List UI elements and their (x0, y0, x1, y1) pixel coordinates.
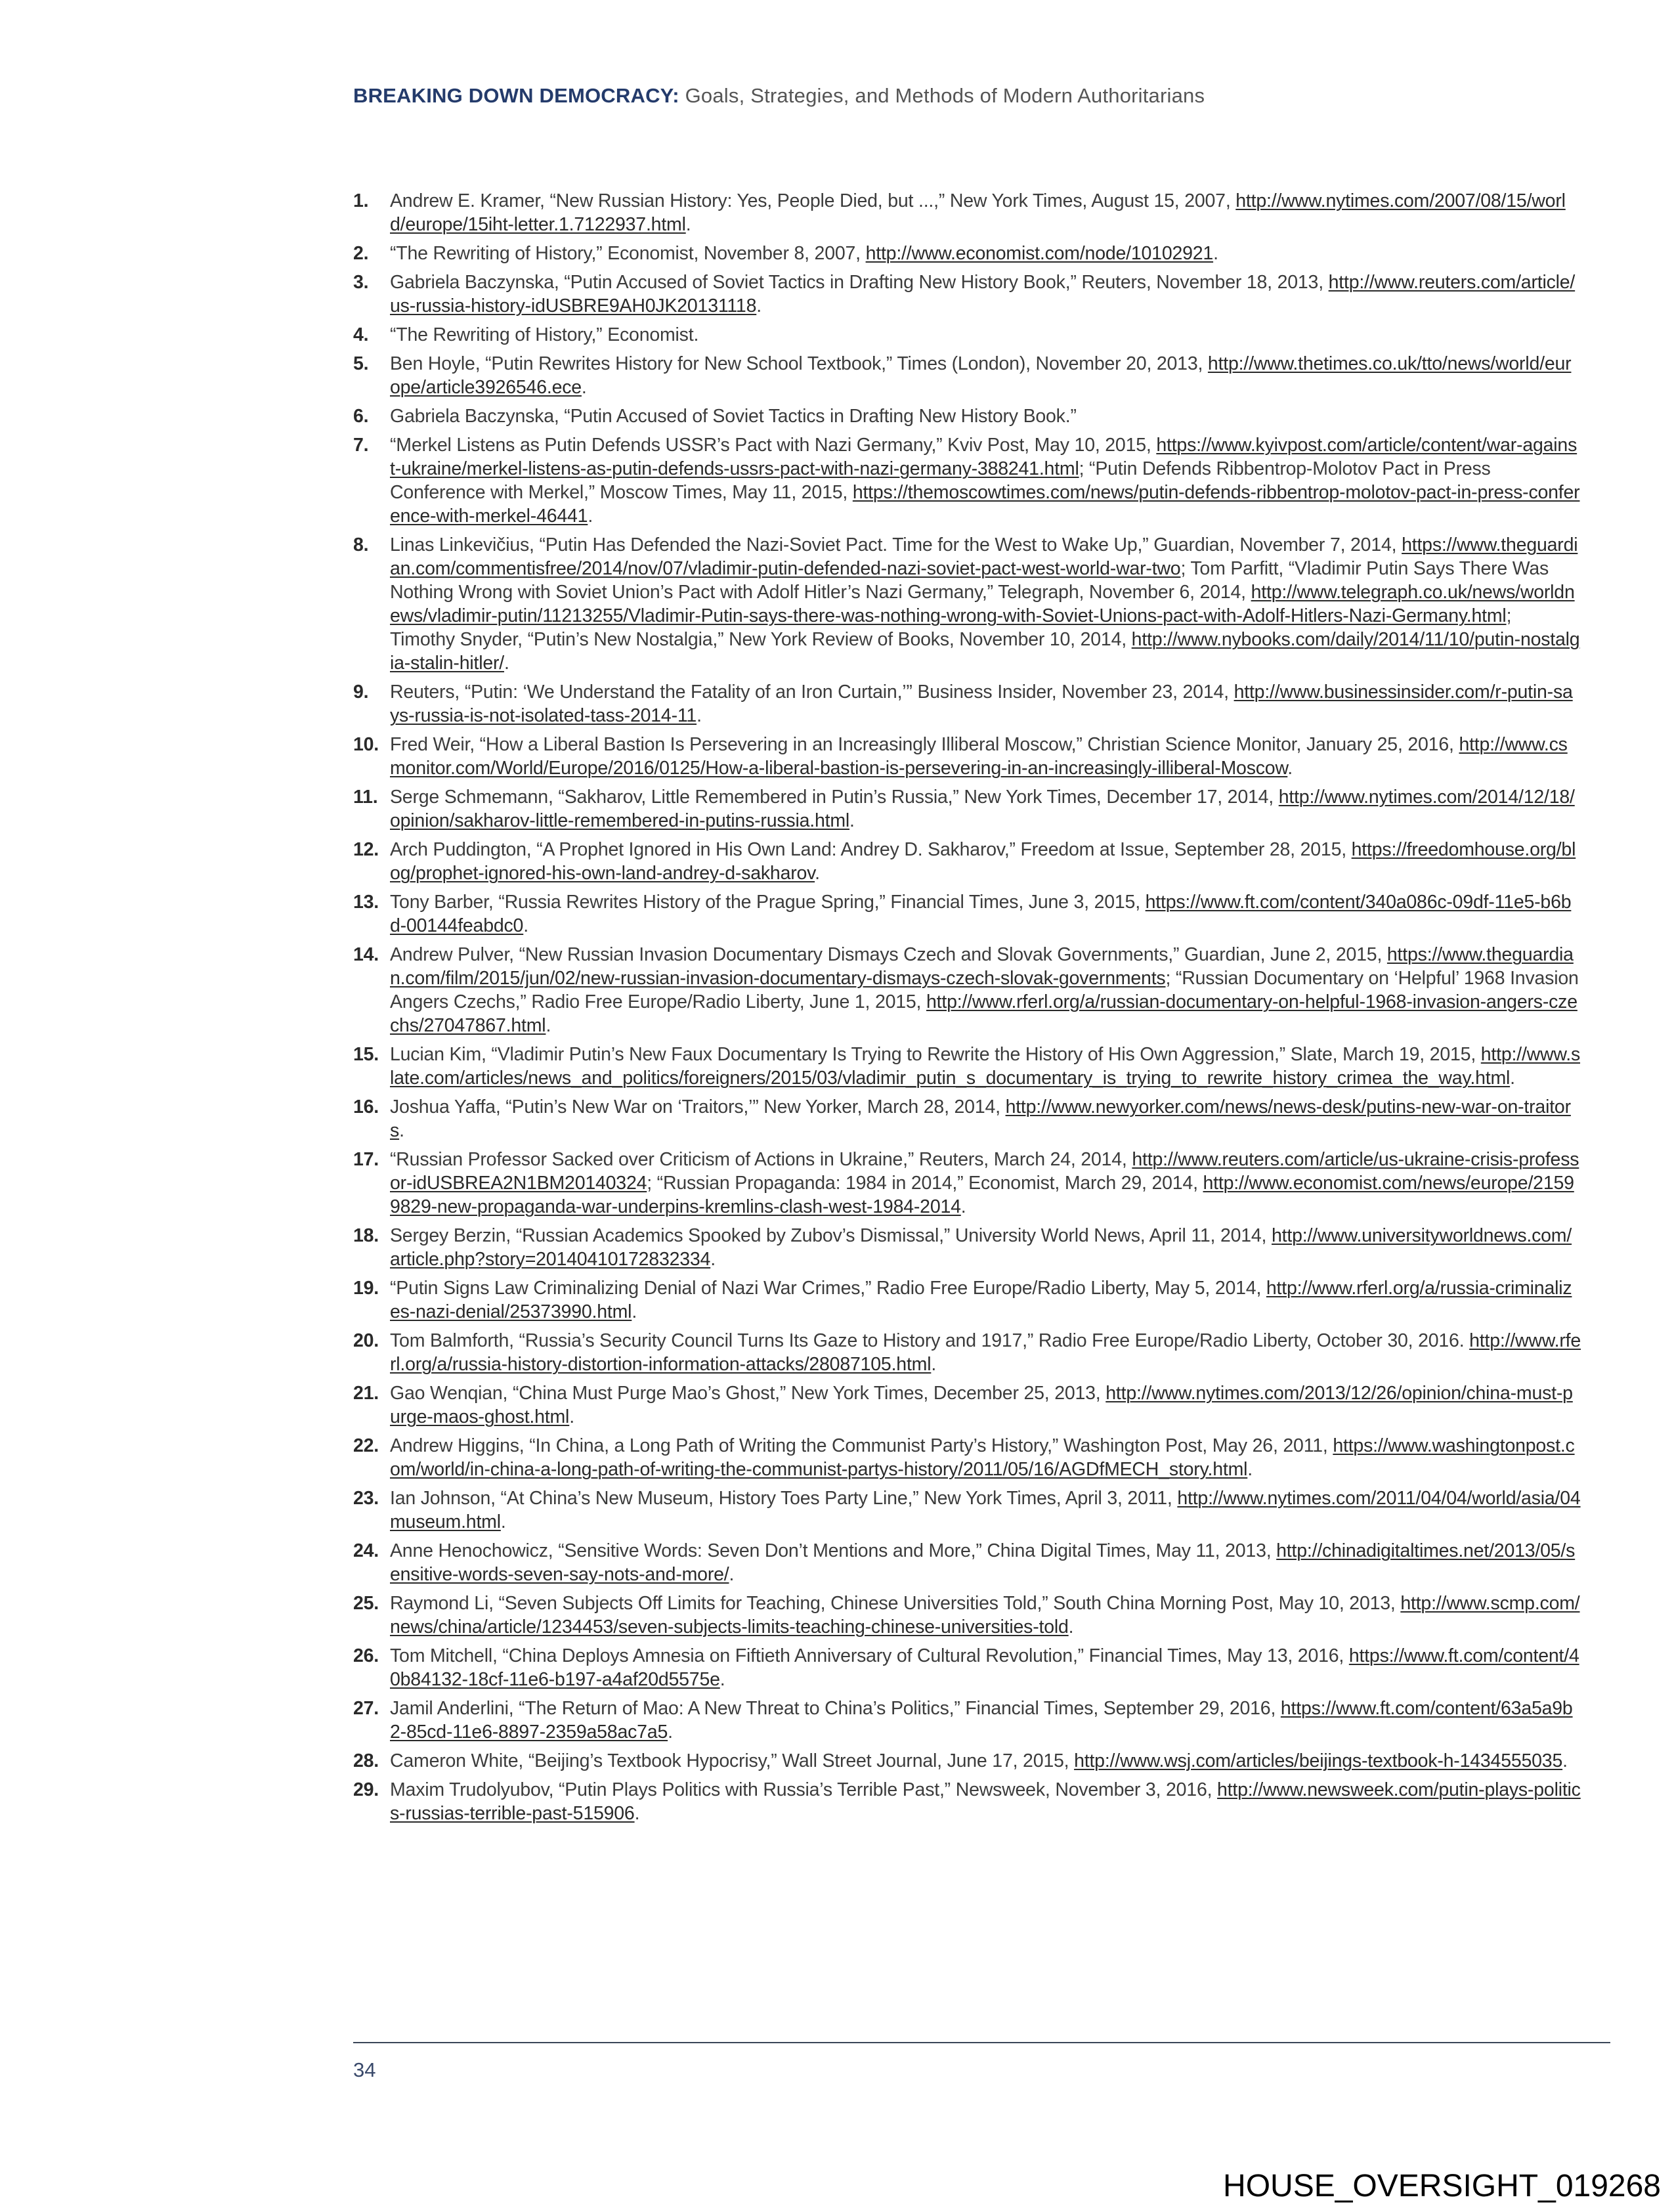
endnote-link[interactable]: http://www.newyorker.com/news/news-desk/putins-new-war-on-traitors (390, 1096, 1571, 1141)
endnote-link[interactable]: http://www.newsweek.com/putin-plays-politics-russias-terrible-past-515906 (390, 1779, 1581, 1824)
endnote (353, 1276, 1581, 1324)
endnote-text: Gao Wenqian, “China Must Purge Mao’s Ghost,” New York Times, December 25, 2013, (390, 1383, 1106, 1404)
endnote-text: Andrew E. Kramer, “New Russian History: Yes, People Died, but ...,” New York Times, August 15, 2007, (390, 190, 1236, 211)
endnote-text: . (1287, 758, 1293, 779)
endnote-link[interactable]: http://www.universityworldnews.com/article.php?story=20140410172832334 (390, 1225, 1572, 1270)
endnote-number: 6. (353, 406, 369, 427)
endnote-number: 10. (353, 734, 379, 755)
endnote-link[interactable]: https://www.washingtonpost.com/world/in-china-a-long-path-of-writing-the-communist-partys-history/2011/05/16/AGDfMECH_story.html (390, 1435, 1575, 1480)
endnote (353, 943, 1581, 1037)
endnote (353, 1148, 1581, 1219)
endnotes-list (353, 189, 1581, 1831)
endnote-number: 24. (353, 1540, 379, 1561)
endnote (353, 1434, 1581, 1481)
endnote-text: . (719, 1669, 725, 1690)
endnote-text: . (849, 810, 855, 831)
running-header (353, 84, 1205, 108)
endnote (353, 533, 1581, 675)
endnote-link[interactable]: https://www.ft.com/content/40b84132-18cf-11e6-b197-a4af20d5575e (390, 1645, 1579, 1690)
endnote-text: . (756, 295, 762, 316)
endnote-text: Lucian Kim, “Vladimir Putin’s New Faux Documentary Is Trying to Rewrite the History of His Own Aggression,” Slate, March 19, 2015, (390, 1044, 1481, 1065)
endnote-text: ; Tom Parfitt, “Vladimir Putin Says There Was Nothing Wrong with Soviet Union’s Pact with Adolf Hitler’s Nazi Germany,” Telegraph, November 6, 2014, (390, 558, 1549, 603)
endnote-text: Cameron White, “Beijing’s Textbook Hypocrisy,” Wall Street Journal, June 17, 2015, (390, 1750, 1075, 1771)
endnote-number: 13. (353, 892, 379, 913)
endnote (353, 838, 1581, 885)
endnote (353, 1644, 1581, 1691)
endnote-link[interactable]: https://www.ft.com/content/340a086c-09df-11e5-b6bd-00144feabdc0 (390, 892, 1572, 936)
endnote-text: . (500, 1511, 506, 1532)
endnote-text: . (546, 1015, 551, 1036)
endnote (353, 352, 1581, 399)
endnote-text: Sergey Berzin, “Russian Academics Spooked by Zubov’s Dismissal,” University World News, April 11, 2014, (390, 1225, 1272, 1246)
endnote (353, 1043, 1581, 1090)
endnote-text: Jamil Anderlini, “The Return of Mao: A New Threat to China’s Politics,” Financial Times, September 29, 2016, (390, 1698, 1281, 1719)
endnote (353, 1778, 1581, 1825)
endnote-text: . (523, 915, 528, 936)
endnote-link[interactable]: http://www.wsj.com/articles/beijings-textbook-h-1434555035 (1074, 1750, 1563, 1771)
endnote (353, 1697, 1581, 1744)
endnote-number: 28. (353, 1750, 379, 1771)
endnote (353, 1539, 1581, 1586)
endnote-link[interactable]: http://www.reuters.com/article/us-ukraine-crisis-professor-idUSBREA2N1BM20140324 (390, 1149, 1579, 1194)
endnote (353, 189, 1581, 236)
endnote-text: Raymond Li, “Seven Subjects Off Limits for Teaching, Chinese Universities Told,” South China Morning Post, May 10, 2013, (390, 1593, 1401, 1614)
endnote-text: Joshua Yaffa, “Putin’s New War on ‘Traitors,’” New Yorker, March 28, 2014, (390, 1096, 1006, 1117)
endnote-text: “Putin Signs Law Criminalizing Denial of Nazi War Crimes,” Radio Free Europe/Radio Liberty, May 5, 2014, (390, 1278, 1266, 1299)
endnote-text: ; Timothy Snyder, “Putin’s New Nostalgia,” New York Review of Books, November 10, 2014, (390, 605, 1512, 650)
endnote-text: “Russian Professor Sacked over Criticism of Actions in Ukraine,” Reuters, March 24, 2014, (390, 1149, 1132, 1170)
endnote-link[interactable]: http://www.thetimes.co.uk/tto/news/world/europe/article3926546.ece (390, 353, 1572, 398)
endnote-link[interactable]: http://www.rferl.org/a/russia-history-distortion-information-attacks/28087105.html (390, 1330, 1581, 1375)
endnote-text: Gabriela Baczynska, “Putin Accused of Soviet Tactics in Drafting New History Book,” Reuters, November 18, 2013, (390, 272, 1329, 293)
endnote-link[interactable]: http://www.businessinsider.com/r-putin-says-russia-is-not-isolated-tass-2014-11 (390, 682, 1573, 726)
endnote-link[interactable]: http://www.csmonitor.com/World/Europe/2016/0125/How-a-liberal-bastion-is-persevering-in-an-increasingly-illiberal-Moscow (390, 734, 1568, 779)
endnote-text: Tom Balmforth, “Russia’s Security Council Turns Its Gaze to History and 1917,” Radio Free Europe/Radio Liberty, October 30, 2016. (390, 1330, 1470, 1351)
endnote (353, 1329, 1581, 1376)
endnote-text: Ian Johnson, “At China’s New Museum, History Toes Party Line,” New York Times, April 3, 2011, (390, 1488, 1178, 1509)
endnote-text: . (1247, 1459, 1253, 1480)
endnote-text: . (1562, 1750, 1568, 1771)
endnote-number: 4. (353, 324, 369, 345)
endnote-text: . (1510, 1068, 1515, 1089)
endnote-number: 8. (353, 534, 369, 555)
endnote-text: . (504, 653, 509, 674)
endnote-link[interactable]: http://www.nytimes.com/2014/12/18/opinion/sakharov-little-remembered-in-putins-russia.html (390, 787, 1575, 831)
endnote-text: . (668, 1722, 673, 1743)
endnote-number: 17. (353, 1149, 379, 1170)
endnote (353, 733, 1581, 780)
endnote-link[interactable]: https://www.ft.com/content/63a5a9b2-85cd-11e6-8897-2359a58ac7a5 (390, 1698, 1573, 1743)
endnote-number: 26. (353, 1645, 379, 1666)
endnote-number: 2. (353, 243, 369, 264)
endnote-text: . (960, 1196, 966, 1217)
endnote-number: 29. (353, 1779, 379, 1800)
endnote-number: 12. (353, 839, 379, 860)
endnote-number: 20. (353, 1330, 379, 1351)
endnote-link[interactable]: http://www.economist.com/node/10102921 (865, 243, 1214, 264)
endnote (353, 323, 1581, 347)
endnote (353, 890, 1581, 938)
endnote-text: . (581, 377, 587, 398)
endnote-text: Tony Barber, “Russia Rewrites History of the Prague Spring,” Financial Times, June 3, 2015, (390, 892, 1146, 913)
page-number: 34 (353, 2058, 376, 2081)
endnote-text: “Merkel Listens as Putin Defends USSR’s Pact with Nazi Germany,” Kviv Post, May 10, 2015, (390, 435, 1157, 456)
endnote (353, 1095, 1581, 1142)
endnote-link[interactable]: http://www.nytimes.com/2007/08/15/world/europe/15iht-letter.1.7122937.html (390, 190, 1566, 235)
endnote-text: “The Rewriting of History,” Economist. (390, 324, 699, 345)
footer-divider (353, 2042, 1610, 2043)
endnote-link[interactable]: https://www.theguardian.com/film/2015/jun/02/new-russian-invasion-documentary-dismays-czech-slovak-governments (390, 944, 1574, 989)
endnote-text: Anne Henochowicz, “Sensitive Words: Seven Don’t Mentions and More,” China Digital Times, May 11, 2013, (390, 1540, 1277, 1561)
endnote-number: 25. (353, 1593, 379, 1614)
endnote-link[interactable]: http://www.economist.com/news/europe/21599829-new-propaganda-war-underpins-kremlins-clash-west-1984-2014 (390, 1173, 1574, 1217)
endnote-text: . (634, 1803, 640, 1824)
endnote-link[interactable]: http://www.slate.com/articles/news_and_politics/foreigners/2015/03/vladimir_putin_s_documentary_is_trying_to_rewrite_history_crimea_the_way.html (390, 1044, 1581, 1089)
endnote-text: Arch Puddington, “A Prophet Ignored in His Own Land: Andrey D. Sakharov,” Freedom at Issue, September 28, 2015, (390, 839, 1352, 860)
running-header-title: BREAKING DOWN DEMOCRACY: (353, 84, 679, 107)
endnote-number: 23. (353, 1488, 379, 1509)
endnote-number: 21. (353, 1383, 379, 1404)
endnote-text: . (1068, 1616, 1074, 1637)
endnote-link[interactable]: http://www.nybooks.com/daily/2014/11/10/putin-nostalgia-stalin-hitler/ (390, 629, 1580, 674)
endnote-text: Fred Weir, “How a Liberal Bastion Is Persevering in an Increasingly Illiberal Moscow,” Christian Science Monitor, January 25, 2016, (390, 734, 1459, 755)
endnote-number: 1. (353, 190, 369, 211)
endnote-text: ; “Russian Propaganda: 1984 in 2014,” Economist, March 29, 2014, (647, 1173, 1203, 1194)
endnote-text: . (729, 1564, 735, 1585)
endnote-text: ; “Russian Documentary on ‘Helpful’ 1968 Invasion Angers Czechs,” Radio Free Europe/Radio Liberty, June 1, 2015, (390, 968, 1579, 1012)
endnote-number: 27. (353, 1698, 379, 1719)
endnote-text: Andrew Pulver, “New Russian Invasion Documentary Dismays Czech and Slovak Governments,” Guardian, June 2, 2015, (390, 944, 1387, 965)
endnote-number: 5. (353, 353, 369, 374)
endnote-number: 11. (353, 787, 378, 808)
endnote-number: 3. (353, 272, 369, 293)
endnote-number: 15. (353, 1044, 379, 1065)
endnote-link[interactable]: http://chinadigitaltimes.net/2013/05/sensitive-words-seven-say-nots-and-more/ (390, 1540, 1576, 1585)
endnote (353, 242, 1581, 265)
endnote-number: 18. (353, 1225, 379, 1246)
endnote-link[interactable]: https://freedomhouse.org/blog/prophet-ignored-his-own-land-andrey-d-sakharov (390, 839, 1576, 884)
endnote-text: ; “Putin Defends Ribbentrop-Molotov Pact in Press Conference with Merkel,” Moscow Times, May 11, 2015, (390, 458, 1491, 503)
endnote (353, 785, 1581, 833)
endnote-number: 22. (353, 1435, 379, 1456)
endnote (353, 433, 1581, 528)
endnote (353, 1749, 1581, 1773)
running-header-subtitle: Goals, Strategies, and Methods of Modern Authoritarians (685, 84, 1205, 107)
endnote (353, 1486, 1581, 1534)
endnote (353, 271, 1581, 318)
endnote-number: 9. (353, 682, 369, 703)
endnote-link[interactable]: http://www.rferl.org/a/russia-criminalizes-nazi-denial/25373990.html (390, 1278, 1572, 1322)
endnote-text: . (685, 214, 691, 235)
endnote (353, 1224, 1581, 1271)
bates-stamp: HOUSE_OVERSIGHT_019268 (1223, 2169, 1661, 2203)
endnote-link[interactable]: https://www.kyivpost.com/article/content/war-against-ukraine/merkel-listens-as-putin-defends-ussrs-pact-with-nazi-germany-388241.html (390, 435, 1577, 479)
endnote-text: . (931, 1354, 937, 1375)
endnote-text: “The Rewriting of History,” Economist, November 8, 2007, (390, 243, 866, 264)
endnote-text: . (697, 705, 702, 726)
endnote-link[interactable]: http://www.rferl.org/a/russian-documentary-on-helpful-1968-invasion-angers-czechs/27047867.html (390, 991, 1577, 1036)
endnote-number: 14. (353, 944, 379, 965)
endnote-text: Linas Linkevičius, “Putin Has Defended the Nazi-Soviet Pact. Time for the West to Wake Up,” Guardian, November 7, 2014, (390, 534, 1402, 555)
endnote-text: . (569, 1406, 574, 1427)
endnote-link[interactable]: http://www.scmp.com/news/china/article/1234453/seven-subjects-limits-teaching-chinese-universities-told (390, 1593, 1580, 1637)
endnote-text: . (710, 1249, 716, 1270)
endnote-text: Reuters, “Putin: ‘We Understand the Fatality of an Iron Curtain,’” Business Insider, November 23, 2014, (390, 682, 1234, 703)
endnote-text: Maxim Trudolyubov, “Putin Plays Politics with Russia’s Terrible Past,” Newsweek, November 3, 2016, (390, 1779, 1218, 1800)
endnote-link[interactable]: http://www.reuters.com/article/us-russia-history-idUSBRE9AH0JK20131118 (390, 272, 1576, 316)
endnote-text: Tom Mitchell, “China Deploys Amnesia on Fiftieth Anniversary of Cultural Revolution,” Financial Times, May 13, 2016, (390, 1645, 1349, 1666)
endnote-link[interactable]: https://themoscowtimes.com/news/putin-defends-ribbentrop-molotov-pact-in-press-conference-with-merkel-46441 (390, 482, 1580, 527)
endnote-text: . (632, 1301, 637, 1322)
endnote-link[interactable]: https://www.theguardian.com/commentisfree/2014/nov/07/vladimir-putin-defended-nazi-soviet-pact-west-world-war-two (390, 534, 1578, 579)
endnote-text: Serge Schmemann, “Sakharov, Little Remembered in Putin’s Russia,” New York Times, December 17, 2014, (390, 787, 1279, 808)
endnote (353, 1592, 1581, 1639)
endnote (353, 404, 1581, 428)
endnote-link[interactable]: http://www.telegraph.co.uk/news/worldnews/vladimir-putin/11213255/Vladimir-Putin-says-there-was-nothing-wrong-with-Soviet-Unions-pact-with-Adolf-Hitlers-Nazi-Germany.html (390, 582, 1575, 626)
endnote-number: 7. (353, 435, 369, 456)
endnote-link[interactable]: http://www.nytimes.com/2011/04/04/world/asia/04museum.html (390, 1488, 1581, 1532)
endnote (353, 680, 1581, 727)
endnote-number: 19. (353, 1278, 379, 1299)
endnote-text: Gabriela Baczynska, “Putin Accused of Soviet Tactics in Drafting New History Book.” (390, 406, 1077, 427)
endnote-text: . (399, 1120, 404, 1141)
endnote-text: Ben Hoyle, “Putin Rewrites History for New School Textbook,” Times (London), November 20, 2013, (390, 353, 1208, 374)
endnote-text: . (588, 506, 593, 527)
endnote-number: 16. (353, 1096, 379, 1117)
endnote-text: . (1213, 243, 1218, 264)
endnote-link[interactable]: http://www.nytimes.com/2013/12/26/opinion/china-must-purge-maos-ghost.html (390, 1383, 1573, 1427)
endnote-text: . (815, 863, 820, 884)
endnote-text: Andrew Higgins, “In China, a Long Path of Writing the Communist Party’s History,” Washington Post, May 26, 2011, (390, 1435, 1333, 1456)
endnote (353, 1381, 1581, 1429)
